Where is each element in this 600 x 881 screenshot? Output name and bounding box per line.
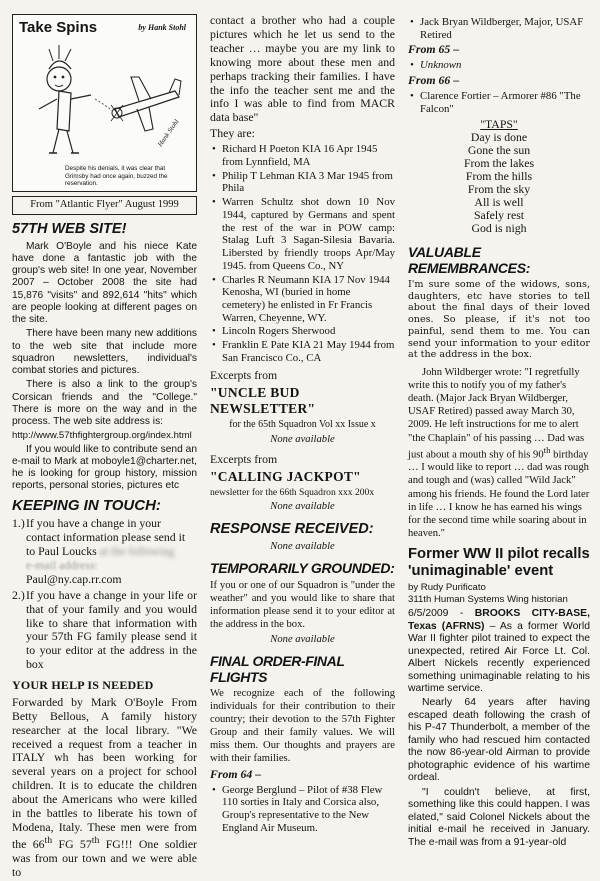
grounded-none: None available — [270, 633, 335, 645]
excerpt2-title: "CALLING JACKPOT" — [210, 468, 361, 484]
cartoon-drawing-icon — [19, 39, 189, 167]
taps-line: God is nigh — [471, 221, 527, 236]
taps-line: Safely rest — [473, 208, 525, 223]
response-none: None available — [270, 540, 335, 552]
from-64-label: From 64 – — [210, 766, 262, 781]
keeping-item-2-num: 2.) — [12, 587, 25, 602]
taps-line: All is well — [474, 195, 524, 210]
cartoon-caption: Despite his denials, it was clear that Grimsby had once again, buzzed the reservation. — [65, 165, 168, 188]
taps-title: "TAPS" — [480, 117, 518, 132]
keeping-item-1 — [12, 517, 197, 587]
from-65-label: From 65 – — [408, 42, 460, 57]
article-byline-role: 311th Human Systems Wing historian — [408, 593, 568, 605]
from-66-list — [408, 90, 590, 115]
cartoon-title: Take Spins — [19, 19, 98, 36]
soldier-item: • Philip T Lehman KIA 3 Mar 1945 from Phila — [210, 170, 395, 195]
taps-line: Gone the sun — [467, 143, 531, 158]
website-body — [12, 241, 197, 493]
article-p3: "I couldn't believe, at first, something like this could happen. I was elated," said Colonel Nickels about the initial e-mail he received in January. The e-mail was from a 91-year-old — [408, 786, 590, 848]
soldier-item: • Charles R Neumann KIA 17 Nov 1944 Kenosha, WI (buried in home cemetery) he enlisted in Fr Francis Warren, Cheyenne, WY. — [210, 274, 395, 325]
column-middle — [210, 14, 395, 837]
website-url[interactable]: http://www.57thfightergroup.org/index.html — [12, 430, 192, 442]
website-heading: 57TH WEB SITE! — [12, 220, 127, 237]
keeping-item-1-text: If you have a change in your contact information please send it to Paul Loucks — [26, 516, 186, 558]
excerpt1-label: Excerpts from — [210, 367, 278, 382]
excerpt1-none: None available — [270, 433, 335, 445]
keeping-item-1-blurred: at the following — [99, 544, 175, 558]
keeping-item-2-text: If you have a change in your life or that of your family and you would like to share that information with your 57th FG family please send it to your editor at the address in the box — [26, 587, 197, 672]
taps-line: From the lakes — [463, 156, 535, 171]
cartoon-source: From "Atlantic Flyer" August 1999 — [12, 196, 197, 215]
from-65-item: • Unknown — [408, 59, 590, 72]
keeping-item-1-email-label: e-mail address: — [26, 557, 98, 572]
soldier-item: • Richard H Poeton KIA 16 Apr 1945 from Lynnfield, MA — [210, 143, 395, 168]
cartoon-signature: Hank Stohl — [156, 117, 181, 149]
cartoon-author: by Hank Stohl — [138, 23, 186, 32]
website-p4: If you would like to contribute send an e-mail to Mark at moboyle1@charter.net, he is looking for group history, mission reports, personal stories, pictures etc — [12, 443, 197, 492]
soldier-item: • Franklin E Pate KIA 21 May 1944 from San Francisco Co., CA — [210, 339, 395, 364]
article-body — [408, 608, 590, 849]
article-p2: Nearly 64 years after having escaped death following the crash of his P-47 Thunderbolt, a member of the family who had rescued him contacted the now 86-year-old Airman to provide photographic evidence of his wartime ordeal. — [408, 697, 590, 784]
taps-line: From the hills — [465, 169, 533, 184]
from-64-list — [210, 784, 395, 835]
wildberger-letter: John Wildberger wrote: "I regretfully write this to notify you of my father's death. (Major Jack Bryan Wildberger, USAF Retired) passed away March 30, 2009. He left instructions for me to alert "the Chaplain" of his passing … Dad was just about a mouth shy of his 90th birthday … I would like to report … dad was rough and tough and (was) called "Wild Jack" among his friends. He found the Lord later in life … I know he has earned his wings for the second time while soaring about in heaven." — [408, 366, 590, 539]
help-continued: contact a brother who had a couple pictures which he let us send to the teacher … maybe you are my link to knowing more about these men and perhaps tracking their families. I have the info the teacher sent me and the info I was able to find from MACR data base" — [210, 13, 395, 125]
remembrances-heading: VALUABLE REMEMBRANCES: — [408, 244, 531, 276]
website-p1: Mark O'Boyle and his niece Kate have done a fantastic job with the group's web site! In one year, November 2007 – October 2008 the site had 15,876 "visits" and 892,614 "hits" which are people looking at different pages on the site. — [12, 240, 197, 326]
from-66-label: From 66 – — [408, 73, 460, 88]
website-p3: There is also a link to the group's Corsican friends and the "College." There is more on the way and in the process. The web site address is: — [12, 379, 197, 428]
cartoon-panel — [12, 14, 197, 192]
taps-line: Day is done — [470, 130, 528, 145]
final-flights-text: We recognize each of the following individuals for their contribution to their country; their devotion to the 57th Fighter Group and their family values. We will miss them. Our thoughts and prayers are with their families. — [210, 688, 395, 764]
response-heading: RESPONSE RECEIVED: — [210, 520, 374, 537]
article-title: Former WW II pilot recalls 'unimaginable' event — [408, 546, 590, 580]
soldier-item: • Lincoln Rogers Sherwood — [210, 325, 395, 338]
from-65-list — [408, 59, 590, 72]
keeping-item-1-email[interactable]: Paul@ny.cap.rr.com — [26, 571, 122, 586]
keeping-item-1-num: 1.) — [12, 516, 25, 531]
excerpt2-none: None available — [270, 500, 335, 512]
taps-line: From the sky — [467, 182, 531, 197]
excerpt1-sub: for the 65th Squadron Vol xx Issue x — [229, 419, 376, 431]
excerpt1-title: "UNCLE BUD NEWSLETTER" — [210, 384, 316, 417]
article-p1: 6/5/2009 - BROOKS CITY-BASE, Texas (AFRNS) – As a former World War II fighter pilot trained to expect the unexpected, retired Air Force Lt. Col. Albert Nickels recently experienced something unimaginable relating to his wartime service. — [408, 608, 590, 694]
excerpt2-sub: newsletter for the 66th Squadron xxx 200x — [210, 486, 375, 498]
final-flights-heading: FINAL ORDER-FINAL FLIGHTS — [210, 653, 345, 685]
article-byline: by Rudy Purificato — [408, 582, 486, 594]
help-heading: YOUR HELP IS NEEDED — [12, 678, 154, 693]
keeping-heading: KEEPING IN TOUCH: — [12, 496, 161, 514]
excerpt2-label: Excerpts from — [210, 451, 278, 466]
taps-poem — [408, 118, 590, 235]
from-64-item: • George Berglund – Pilot of #38 Flew 110 sorties in Italy and Corsica also, Group's representative to the New England Air Museum. — [210, 784, 395, 835]
remembrances-text: I'm sure some of the widows, sons, daughters, etc have stories to tell about the final days of their loved ones. So please, if it's not too painful, send them to me. You can send your information to your editor at the address in the box. — [408, 278, 590, 361]
website-p2: There have been many new additions to the web site that include more squadron newsletters, individual's combat stories and pictures. — [12, 328, 197, 377]
column-left — [12, 14, 197, 881]
grounded-heading: TEMPORARILY GROUNDED: — [210, 560, 395, 577]
soldier-list — [210, 143, 395, 364]
grounded-text: If you or one of our Squadron is "under the weather" and you would like to share that information please send it to your editor at the address in the box. — [210, 579, 395, 630]
soldier-item: • Warren Schultz shot down 10 Nov 1944, captured by Germans and spent the rest of the war in POW camp: Stalag Luft 3 Sagan-Silesia Bavaria. Libersted by friendly troops Apr/May 1945. from Queens Co., NY — [210, 196, 395, 272]
newsletter-page — [12, 13, 590, 879]
help-p1: Forwarded by Mark O'Boyle From Betty Bellous, A family history researcher at the local library. "We received a request from a teacher in ITALY wh has been working for several years on a project for school children. It is to educate the children about the Americans who were killed in the battles to liberate his town of Modena, Italy. These men were from the 66th FG 57th FG!!! One soldier was from our town and we were able to — [12, 694, 197, 879]
keeping-item-2 — [12, 589, 197, 672]
they-are-label: They are: — [210, 126, 255, 141]
keeping-list — [12, 517, 197, 672]
top-list-item: • Jack Bryan Wildberger, Major, USAF Retired — [408, 16, 590, 41]
top-list — [408, 16, 590, 41]
column-right — [408, 14, 590, 851]
from-66-item: • Clarence Fortier – Armorer #86 "The Falcon" — [408, 90, 590, 115]
